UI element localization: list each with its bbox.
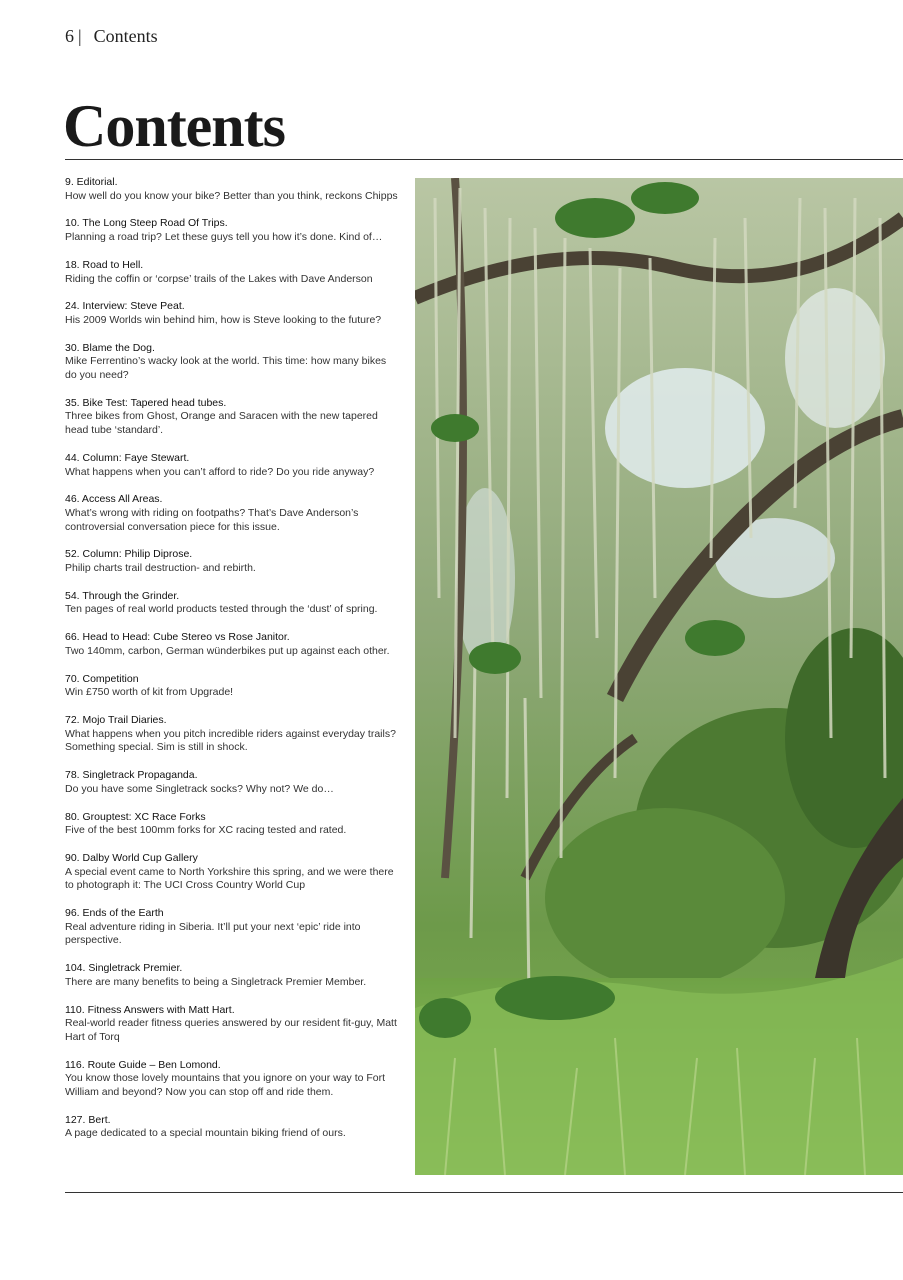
toc-entry-description: Real-world reader fitness queries answered by our resident fit-guy, Matt Hart of Torq <box>65 1017 397 1043</box>
toc-entry-heading: 104. Singletrack Premier. <box>65 962 183 975</box>
toc-entry <box>65 300 400 327</box>
toc-entry-heading: 78. Singletrack Propaganda. <box>65 769 198 782</box>
toc-entry <box>65 1114 400 1141</box>
toc-entry-heading: 44. Column: Faye Stewart. <box>65 451 190 464</box>
toc-entry-description: Philip charts trail destruction- and rebirth. <box>65 562 256 575</box>
toc-entry-description: Real adventure riding in Siberia. It’ll put your next ‘epic’ ride into perspective. <box>65 920 361 947</box>
toc-entry <box>65 714 400 755</box>
toc-entry-heading: 35. Bike Test: Tapered head tubes. <box>65 396 227 409</box>
toc-entry-description: What happens when you pitch incredible riders against everyday trails? Something special. Sim is still in shock. <box>65 727 396 754</box>
toc-entry-heading: 52. Column: Philip Diprose. <box>65 548 193 561</box>
toc-entry <box>65 673 400 700</box>
toc-entry-heading: 127. Bert. <box>65 1113 111 1126</box>
toc-entry-description: Three bikes from Ghost, Orange and Saracen with the new tapered head tube ‘standard’. <box>65 410 378 437</box>
toc-entry <box>65 548 400 575</box>
toc-entry-heading: 46. Access All Areas. <box>65 493 163 506</box>
toc-entry-description: Riding the coffin or ‘corpse’ trails of the Lakes with Dave Anderson <box>65 272 373 285</box>
toc-entry-heading: 72. Mojo Trail Diaries. <box>65 713 167 726</box>
page-title: Contents <box>63 93 286 159</box>
toc-entry-description: What’s wrong with riding on footpaths? That’s Dave Anderson’s controversial conversation piece for this issue. <box>65 506 359 533</box>
toc-entry-description: Ten pages of real world products tested through the ‘dust’ of spring. <box>65 603 378 616</box>
toc-entry-heading: 66. Head to Head: Cube Stereo vs Rose Janitor. <box>65 631 290 644</box>
toc-entry-description: Win £750 worth of kit from Upgrade! <box>65 686 234 699</box>
toc-entry <box>65 769 400 796</box>
tree-photo <box>415 178 903 1175</box>
toc-entry <box>65 217 400 244</box>
toc-entry <box>65 1059 400 1100</box>
toc-entry-description: Mike Ferrentino’s wacky look at the world. This time: how many bikes do you need? <box>65 355 387 382</box>
toc-entry-heading: 24. Interview: Steve Peat. <box>65 300 185 313</box>
toc-entry <box>65 342 400 383</box>
toc-entry-heading: 18. Road to Hell. <box>65 258 144 271</box>
toc-entry-heading: 116. Route Guide – Ben Lomond. <box>65 1058 221 1071</box>
toc-entry <box>65 907 400 948</box>
toc-entry-heading: 9. Editorial. <box>65 176 118 188</box>
section-name: Contents <box>93 26 158 46</box>
toc-entry-description: You know those lovely mountains that you ignore on your way to Fort William and beyond? Now you can stop off and ride them. <box>65 1072 386 1099</box>
top-divider <box>65 159 903 160</box>
toc-entry <box>65 590 400 617</box>
toc-entry-description: His 2009 Worlds win behind him, how is Steve looking to the future? <box>65 313 382 326</box>
toc-entry <box>65 176 400 203</box>
toc-entry <box>65 493 400 534</box>
toc-entry-heading: 10. The Long Steep Road Of Trips. <box>65 217 228 230</box>
toc-entry-heading: 110. Fitness Answers with Matt Hart. <box>65 1003 235 1016</box>
toc-entry-description: Planning a road trip? Let these guys tell you how it’s done. Kind of… <box>65 231 383 244</box>
toc-entry-description: A special event came to North Yorkshire this spring, and we were there to photograph it: The UCI Cross Country World Cup <box>65 865 394 892</box>
toc-entry <box>65 397 400 438</box>
toc-entry <box>65 852 400 893</box>
toc-entry-heading: 90. Dalby World Cup Gallery <box>65 851 198 864</box>
toc-entry-heading: 80. Grouptest: XC Race Forks <box>65 810 206 823</box>
toc-entry <box>65 452 400 479</box>
header-separator: | <box>78 26 82 46</box>
toc-entry-heading: 54. Through the Grinder. <box>65 589 180 602</box>
toc-entry <box>65 259 400 286</box>
toc-entry-description: Five of the best 100mm forks for XC racing tested and rated. <box>65 824 347 837</box>
toc-entry-heading: 96. Ends of the Earth <box>65 907 164 920</box>
toc-entry-description: There are many benefits to being a Singletrack Premier Member. <box>65 975 367 988</box>
toc-entry-heading: 30. Blame the Dog. <box>65 341 155 354</box>
toc-entry <box>65 631 400 658</box>
toc-entry-description: How well do you know your bike? Better than you think, reckons Chipps <box>65 189 398 202</box>
running-header <box>65 26 158 47</box>
toc-entry-description: Two 140mm, carbon, German wünderbikes put up against each other. <box>65 644 390 657</box>
toc-entry-heading: 70. Competition <box>65 672 139 685</box>
bottom-divider <box>65 1192 903 1193</box>
toc-entry <box>65 962 400 989</box>
toc-entry <box>65 1004 400 1045</box>
toc-entry-description: A page dedicated to a special mountain biking friend of ours. <box>65 1127 346 1140</box>
table-of-contents <box>65 176 400 1155</box>
toc-entry-description: What happens when you can’t afford to ride? Do you ride anyway? <box>65 465 375 478</box>
toc-entry <box>65 811 400 838</box>
toc-entry-description: Do you have some Singletrack socks? Why not? We do… <box>65 782 334 795</box>
page-number: 6 <box>65 26 74 46</box>
